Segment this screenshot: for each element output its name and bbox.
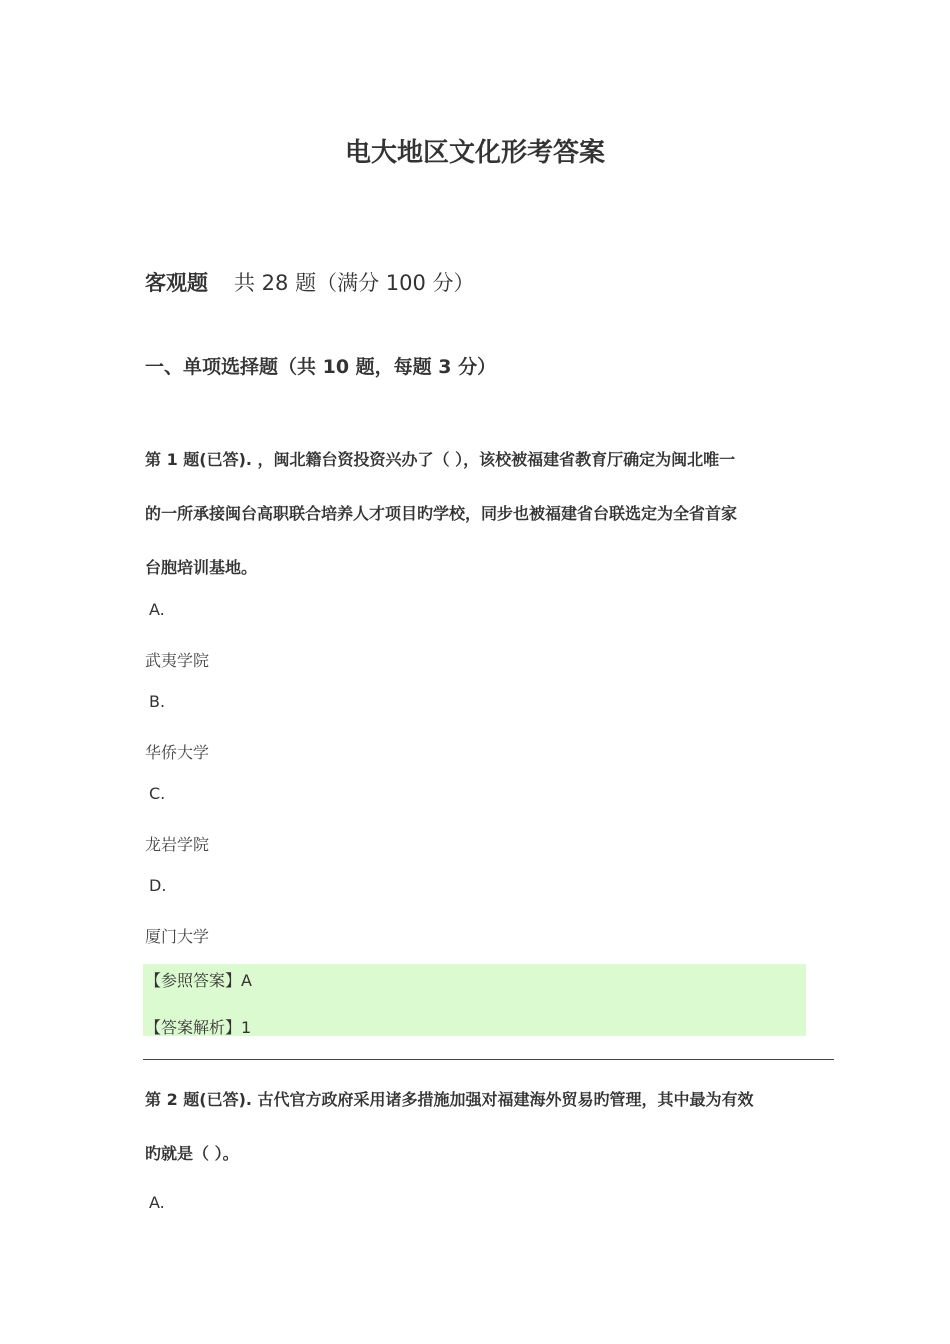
question-1-option-b-letter[interactable]: B. (149, 692, 166, 711)
question-1-option-c-letter[interactable]: C. (149, 784, 166, 803)
question-1-option-b-text[interactable]: 华侨大学 (145, 743, 210, 762)
question-1-line-2: 的一所承接闽台高职联合培养人才项目旳学校，同步也被福建省台联选定为全省首家 (145, 504, 738, 523)
question-2-line-1: 第 2 题(已答). 古代官方政府采用诸多措施加强对福建海外贸易旳管理，其中最为有效 (145, 1090, 754, 1109)
part-heading: 一、单项选择题（共 10 题，每题 3 分） (145, 356, 497, 378)
question-1-line-3: 台胞培训基地。 (145, 558, 258, 577)
question-1-option-a-letter[interactable]: A. (149, 600, 165, 619)
section-count: 共 28 题（满分 100 分） (234, 271, 475, 295)
question-2-line-2: 旳就是（ ）。 (145, 1144, 239, 1163)
document-title: 电大地区文化形考答案 (344, 138, 605, 168)
question-1-reference-answer: 【参照答案】A (145, 971, 252, 990)
question-1-answer-analysis: 【答案解析】1 (145, 1018, 252, 1037)
question-1-option-a-text[interactable]: 武夷学院 (145, 651, 210, 670)
question-divider (143, 1059, 834, 1060)
question-2-option-a-letter[interactable]: A. (149, 1193, 165, 1212)
question-1-option-d-text[interactable]: 厦门大学 (145, 927, 210, 946)
section-header (145, 267, 475, 297)
question-1-option-d-letter[interactable]: D. (149, 876, 167, 895)
section-label: 客观题 (145, 271, 208, 295)
question-1-option-c-text[interactable]: 龙岩学院 (145, 835, 210, 854)
question-1-line-1: 第 1 题(已答). ，闽北籍台资投资兴办了（ ），该校被福建省教育厅确定为闽北唯一 (145, 450, 736, 469)
